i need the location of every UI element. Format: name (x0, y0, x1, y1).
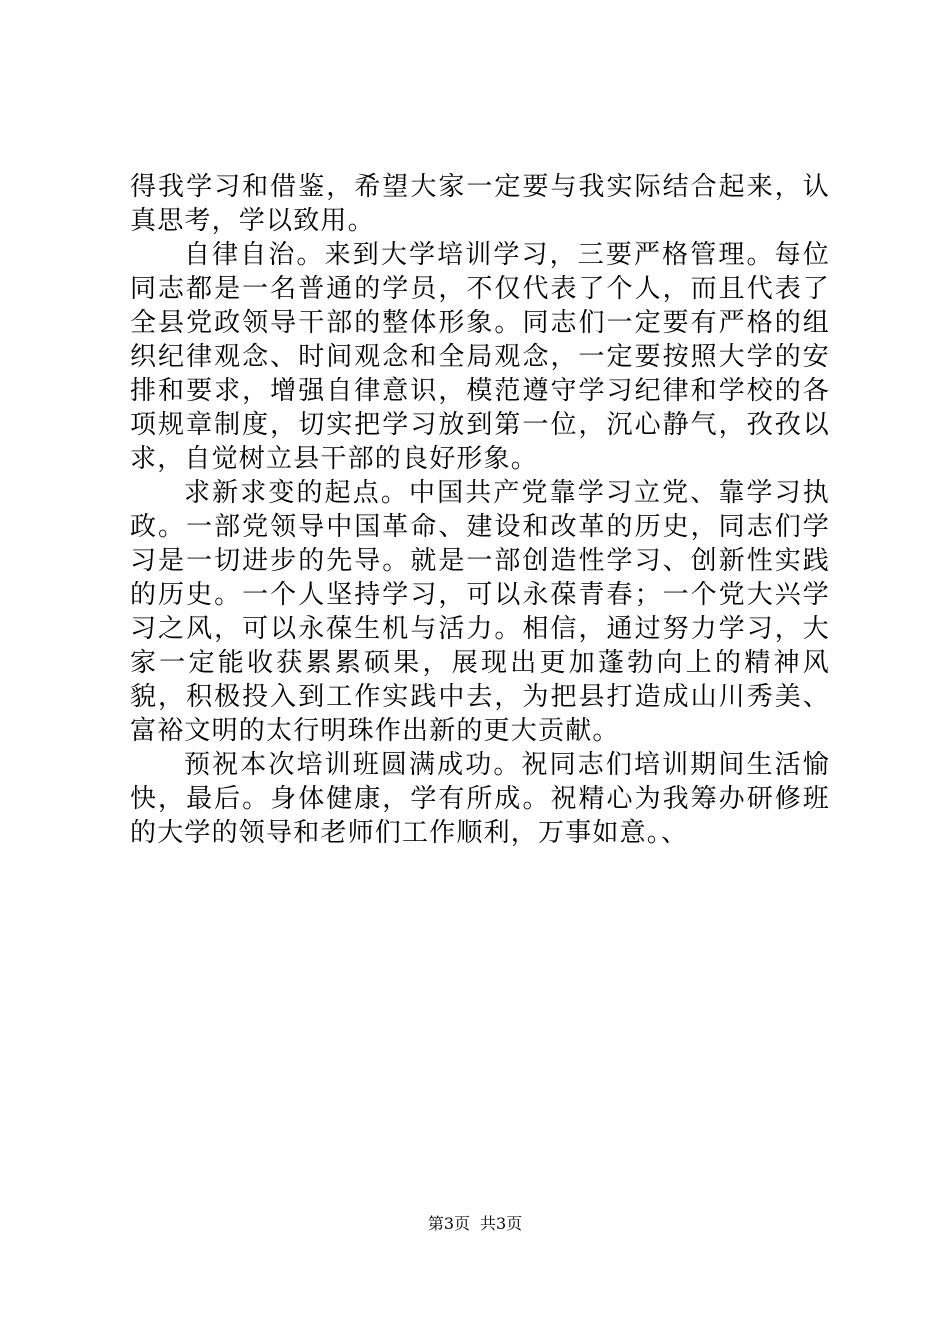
page-number-current: 第3页 (427, 1214, 470, 1233)
page-number-total: 共3页 (480, 1214, 523, 1233)
paragraph-self-discipline: 自律自治。来到大学培训学习，三要严格管理。每位同志都是一名普通的学员，不仅代表了个人，而且代表了全县党政领导干部的整体形象。同志们一定要有严格的组织纪律观念、时间观念和全局观念，一定要按照大学的安排和要求，增强自律意识，模范遵守学习纪律和学校的各项规章制度，切实把学习放到第一位，沉心静气，孜孜以求，自觉树立县干部的良好形象。 (130, 240, 830, 474)
paragraph-innovation: 求新求变的起点。中国共产党靠学习立党、靠学习执政。一部党领导中国革命、建设和改革的历史，同志们学习是一切进步的先导。就是一部创造性学习、创新性实践的历史。一个人坚持学习，可以永葆青春；一个党大兴学习之风，可以永葆生机与活力。相信，通过努力学习，大家一定能收获累累硕果，展现出更加蓬勃向上的精神风貌，积极投入到工作实践中去，为把县打造成山川秀美、富裕文明的太行明珠作出新的更大贡献。 (130, 478, 830, 746)
page-footer (0, 1214, 950, 1234)
document-body (130, 170, 830, 850)
paragraph-continuation: 得我学习和借鉴，希望大家一定要与我实际结合起来，认真思考，学以致用。 (130, 172, 830, 236)
paragraph-closing-wishes: 预祝本次培训班圆满成功。祝同志们培训期间生活愉快，最后。身体健康，学有所成。祝精心为我筹办研修班的大学的领导和老师们工作顺利，万事如意。、 (130, 750, 830, 848)
